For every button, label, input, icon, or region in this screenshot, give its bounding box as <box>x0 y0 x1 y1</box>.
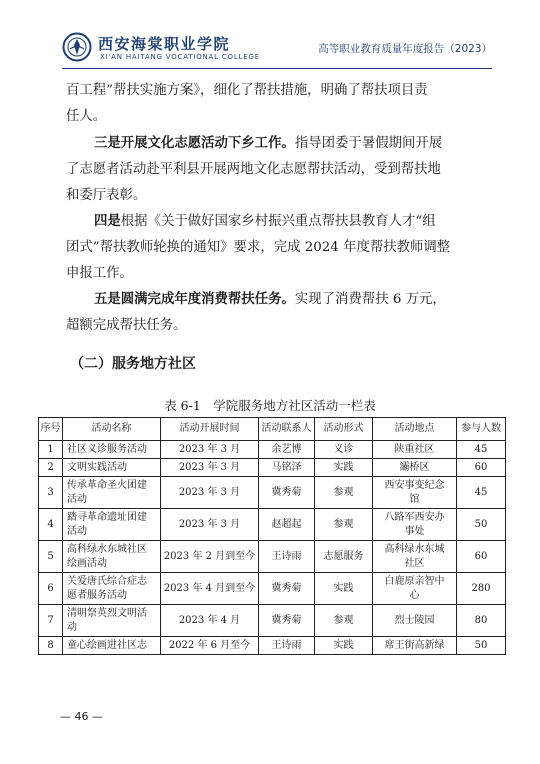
table-row <box>39 541 506 573</box>
cell-place <box>373 573 457 605</box>
paragraph-helping-plan <box>66 78 484 130</box>
table-row <box>39 573 506 605</box>
cell-activity-name-line: 高科绿水东城社区 <box>67 543 147 555</box>
cell-contact: 马铭泽 <box>259 459 315 477</box>
header-cell: 活动地点 <box>373 418 457 441</box>
cell-count: 280 <box>457 573 506 605</box>
paragraph-lead: 四是 <box>94 213 121 229</box>
cell-place <box>373 637 457 655</box>
cell-no: 8 <box>39 637 63 655</box>
cell-contact: 王诗雨 <box>259 541 315 573</box>
text-span: 根据《关于做好国家乡村振兴重点帮扶县教育人才“组 <box>120 214 436 229</box>
cell-count: 60 <box>457 459 506 477</box>
cell-time: 2023 年 2 月到至今 <box>161 541 259 573</box>
text-line: 团式”帮扶教师轮换的通知》要求，完成 2024 年度帮扶教师调整 <box>66 240 451 255</box>
cell-time: 2023 年 3 月 <box>161 441 259 459</box>
page-number: — 46 — <box>60 710 103 723</box>
cell-no: 2 <box>39 459 63 477</box>
cell-place-line: 席王街高新绿 <box>384 639 445 651</box>
cell-count: 50 <box>457 637 506 655</box>
cell-activity-name <box>63 509 161 541</box>
cell-activity-name <box>63 477 161 509</box>
table-row <box>39 477 506 509</box>
text-line <box>66 286 484 313</box>
college-name-cn: 西安海棠职业学院 <box>98 35 231 53</box>
table-row <box>39 509 506 541</box>
text-line: 超额完成帮扶任务。 <box>66 318 187 333</box>
cell-count: 45 <box>457 477 506 509</box>
cell-time: 2023 年 4 月 <box>161 605 259 637</box>
text-line: 百工程”帮扶实施方案》，细化了帮扶措施，明确了帮扶项目责 <box>66 83 428 98</box>
text-span: 实现了消费帮扶 6 万元， <box>294 292 446 307</box>
cell-form: 实践 <box>315 459 373 477</box>
table-caption: 表 6-1 学院服务地方社区活动一栏表 <box>164 398 376 413</box>
text-line <box>66 130 484 157</box>
cell-activity-name-line: 活动 <box>67 525 87 537</box>
text-span: 指导团委于暑假期间开展 <box>294 136 443 151</box>
cell-form: 实践 <box>315 573 373 605</box>
cell-place <box>373 605 457 637</box>
cell-form: 志愿服务 <box>315 541 373 573</box>
cell-place-line: 事处 <box>404 525 425 537</box>
paragraph-teacher-rotation <box>66 208 484 287</box>
cell-activity-name <box>63 637 161 655</box>
text-line: 任人。 <box>66 109 107 124</box>
cell-time: 2023 年 3 月 <box>161 477 259 509</box>
cell-count: 50 <box>457 509 506 541</box>
cell-contact: 余艺博 <box>259 441 315 459</box>
cell-contact: 赵超起 <box>259 509 315 541</box>
cell-time: 2023 年 3 月 <box>161 509 259 541</box>
header-cell: 活动形式 <box>315 418 373 441</box>
cell-place-line: 陕重社区 <box>394 443 435 455</box>
cell-contact: 冀秀菊 <box>259 477 315 509</box>
cell-time: 2022 年 6 月至今 <box>161 637 259 655</box>
cell-activity-name <box>63 573 161 605</box>
cell-activity-name-line: 关爱唐氏综合症志 <box>67 575 147 587</box>
page-header <box>62 30 492 70</box>
cell-activity-name-line: 文明实践活动 <box>67 461 127 473</box>
cell-no: 7 <box>39 605 63 637</box>
cell-place <box>373 441 457 459</box>
report-title: 高等职业教育质量年度报告（2023） <box>318 43 492 55</box>
cell-activity-name-line: 传承革命圣火团建 <box>67 479 147 491</box>
cell-activity-name-line: 社区义诊服务活动 <box>67 443 147 455</box>
cell-place <box>373 477 457 509</box>
cell-activity-name-line: 动 <box>67 621 77 633</box>
cell-place-line: 心 <box>409 589 420 601</box>
cell-count: 60 <box>457 541 506 573</box>
paragraph-consumption-help <box>66 286 484 339</box>
table-row <box>39 459 506 477</box>
header-cell: 参与人数 <box>457 418 506 441</box>
header-cell: 活动开展时间 <box>161 418 259 441</box>
cell-activity-name <box>63 605 161 637</box>
cell-place-line: 烈士陵园 <box>394 614 435 626</box>
cell-place-line: 灞桥区 <box>399 461 430 473</box>
cell-place <box>373 541 457 573</box>
text-line <box>66 208 484 235</box>
activities-table <box>38 417 506 655</box>
cell-place-line: 馆 <box>409 493 420 505</box>
cell-place <box>373 459 457 477</box>
cell-form: 实践 <box>315 637 373 655</box>
cell-activity-name <box>63 541 161 573</box>
header-divider <box>62 68 492 69</box>
cell-no: 3 <box>39 477 63 509</box>
cell-place-line: 社区 <box>404 557 425 569</box>
paragraph-lead: 三是开展文化志愿活动下乡工作。 <box>94 135 295 151</box>
header-cell: 序号 <box>39 418 63 441</box>
text-line: 和委厅表彰。 <box>66 188 147 203</box>
cell-form: 参观 <box>315 605 373 637</box>
cell-contact: 冀秀菊 <box>259 605 315 637</box>
cell-contact: 王诗雨 <box>259 637 315 655</box>
table-row <box>39 637 506 655</box>
cell-activity-name <box>63 459 161 477</box>
cell-activity-name-line: 活动 <box>67 493 87 505</box>
cell-no: 4 <box>39 509 63 541</box>
cell-time: 2023 年 3 月 <box>161 459 259 477</box>
table-row <box>39 605 506 637</box>
cell-no: 5 <box>39 541 63 573</box>
cell-activity-name-line: 踏寻革命遗址团建 <box>67 511 147 523</box>
cell-count: 45 <box>457 441 506 459</box>
cell-time: 2023 年 4 月到至今 <box>161 573 259 605</box>
cell-activity-name-line: 愿者服务活动 <box>67 589 127 601</box>
cell-place-line: 八路军西安办 <box>384 511 445 523</box>
cell-count: 80 <box>457 605 506 637</box>
cell-activity-name-line: 清明祭英烈文明活 <box>67 607 147 619</box>
cell-place-line: 白鹿原亲智中 <box>384 575 445 587</box>
text-line: 了志愿者活动赴平利县开展两地文化志愿帮扶活动，受到帮扶地 <box>66 162 441 177</box>
cell-no: 1 <box>39 441 63 459</box>
college-name-en: XI'AN HAITANG VOCATIONAL COLLEGE <box>100 53 260 61</box>
cell-form: 参观 <box>315 509 373 541</box>
cell-activity-name <box>63 441 161 459</box>
table-row <box>39 441 506 459</box>
header-cell: 活动联系人 <box>259 418 315 441</box>
cell-activity-name-line: 童心绘画进社区志 <box>67 639 147 651</box>
cell-place <box>373 509 457 541</box>
section-title: （二）服务地方社区 <box>70 356 196 372</box>
cell-form: 参观 <box>315 477 373 509</box>
college-emblem-icon <box>62 32 92 62</box>
paragraph-cultural-volunteer <box>66 130 484 209</box>
cell-no: 6 <box>39 573 63 605</box>
cell-contact: 冀秀菊 <box>259 573 315 605</box>
cell-place-line: 高科绿水东城 <box>384 543 445 555</box>
cell-place-line: 西安事变纪念 <box>384 479 445 491</box>
paragraph-lead: 五是圆满完成年度消费帮扶任务。 <box>94 291 295 307</box>
cell-activity-name-line: 绘画活动 <box>67 557 107 569</box>
cell-form: 义诊 <box>315 441 373 459</box>
header-cell: 活动名称 <box>63 418 161 441</box>
text-line: 申报工作。 <box>66 266 133 281</box>
table-header-row <box>39 418 506 441</box>
